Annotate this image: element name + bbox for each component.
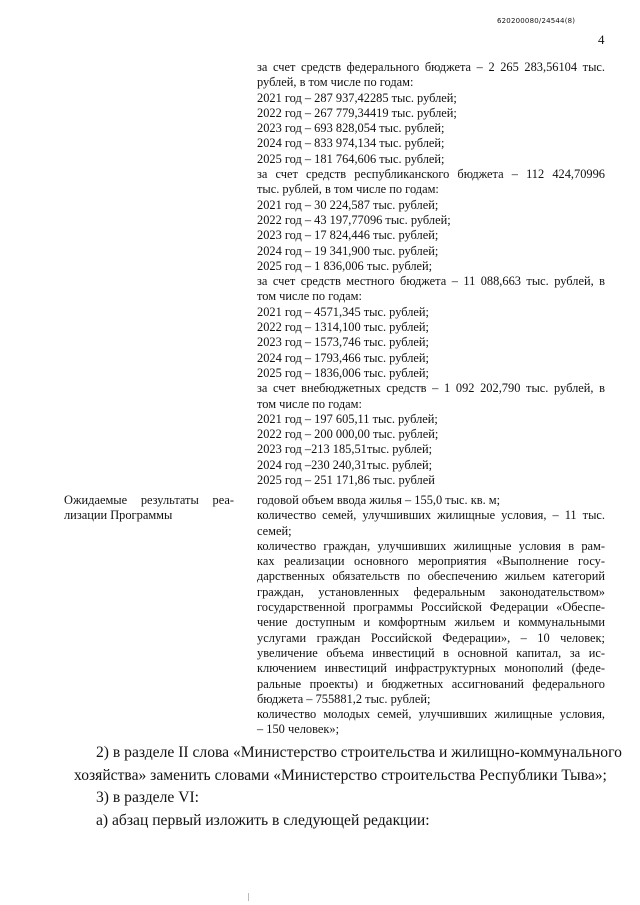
funding-line: 2022 год – 1314,100 тыс. рублей; [257,320,429,335]
funding-line: 2025 год – 1836,006 тыс. рублей; [257,365,429,380]
page-number: 4 [598,32,605,47]
results-line: ках реализации основного мероприятия «Выполнение госу- [257,554,605,569]
funding-line: за счет средств федерального бюджета – 2 265 283,56104 тыс. [257,60,605,74]
funding-line: 2023 год – 1573,746 тыс. рублей; [257,335,429,350]
results-line: годовой объем ввода жилья – 155,0 тыс. кв. м; [257,493,501,507]
funding-line: 2021 год – 197 605,11 тыс. рублей; [257,411,438,426]
funding-line: 2022 год – 267 779,34419 тыс. рублей; [257,105,457,120]
results-line: чение доступным и комфортным жильем и коммунальными [257,615,605,630]
funding-line: 2023 год – 17 824,446 тыс. рублей; [257,228,439,243]
results-line: государственной программы Российской Федерации «Обеспе- [257,600,605,615]
funding-line: том числе по годам: [257,396,362,411]
funding-line: 2025 год – 251 171,86 тыс. рублей [257,473,435,488]
results-label-line: Ожидаемые результаты реа- [64,493,234,507]
funding-line: 2022 год – 200 000,00 тыс. рублей; [257,427,439,442]
funding-line: тыс. рублей, в том числе по годам: [257,182,439,197]
funding-line: 2024 год – 19 341,900 тыс. рублей; [257,243,439,258]
scan-mark [248,893,249,901]
funding-line: 2023 год – 693 828,054 тыс. рублей; [257,121,445,136]
funding-line: 2023 год –213 185,51тыс. рублей; [257,442,433,457]
results-label-line: лизации Программы [64,508,173,523]
funding-line: за счет средств республиканского бюджета – 112 424,70996 [257,167,605,182]
results-block [257,493,605,738]
results-line: – 150 человек»; [257,722,340,737]
results-line: граждан, установленных федеральным законодательством» [257,584,605,599]
funding-line: рублей, в том числе по годам: [257,75,414,90]
results-line: семей; [257,523,292,538]
results-line: количество молодых семей, улучшивших жилищные условия, [257,707,605,722]
funding-line: том числе по годам: [257,289,362,304]
results-line: количество граждан, улучшивших жилищные условия в рам- [257,538,605,553]
funding-line: 2021 год – 30 224,587 тыс. рублей; [257,197,439,212]
funding-line: 2024 год –230 240,31тыс. рублей; [257,457,433,472]
results-line: ральные проекты) и бюджетных ассигнований федерального [257,676,605,691]
funding-line: за счет средств местного бюджета – 11 088,663 тыс. рублей, в [257,274,605,289]
results-line: бюджета – 755881,2 тыс. рублей; [257,691,431,706]
results-line: количество семей, улучшивших жилищные условия, – 11 тыс. [257,508,605,523]
funding-line: 2025 год – 181 764,606 тыс. рублей; [257,151,445,166]
funding-line: 2022 год – 43 197,77096 тыс. рублей; [257,212,451,227]
funding-line: 2025 год – 1 836,006 тыс. рублей; [257,258,433,273]
funding-line: 2021 год – 4571,345 тыс. рублей; [257,304,429,319]
results-line: увеличение объема инвестиций в основной капитал, за ис- [257,645,605,660]
funding-line: за счет внебюджетных средств – 1 092 202,790 тыс. рублей, в [257,381,605,396]
body-line: хозяйства» заменить словами «Министерство строительства Республики Тыва»; [74,766,607,784]
results-line: ключением инвестиций инфраструктурных монополий (феде- [257,661,605,676]
funding-line: 2021 год – 287 937,42285 тыс. рублей; [257,90,457,105]
results-row-label [64,493,234,524]
funding-line: 2024 год – 833 974,134 тыс. рублей; [257,136,445,151]
body-line: 3) в разделе VI: [96,789,199,806]
funding-line: 2024 год – 1793,466 тыс. рублей; [257,350,429,365]
amendment-text [74,742,622,832]
document-id: 620200080/24544(8) [497,17,576,25]
body-line: а) абзац первый изложить в следующей редакции: [96,811,430,829]
results-line: услугами граждан Российской Федерации», – 10 человек; [257,630,605,645]
body-line: 2) в разделе II слова «Министерство строительства и жилищно-коммунального [96,744,622,761]
funding-block [257,60,605,488]
results-line: дарственных обязательств по обеспечению жильем категорий [257,569,605,584]
